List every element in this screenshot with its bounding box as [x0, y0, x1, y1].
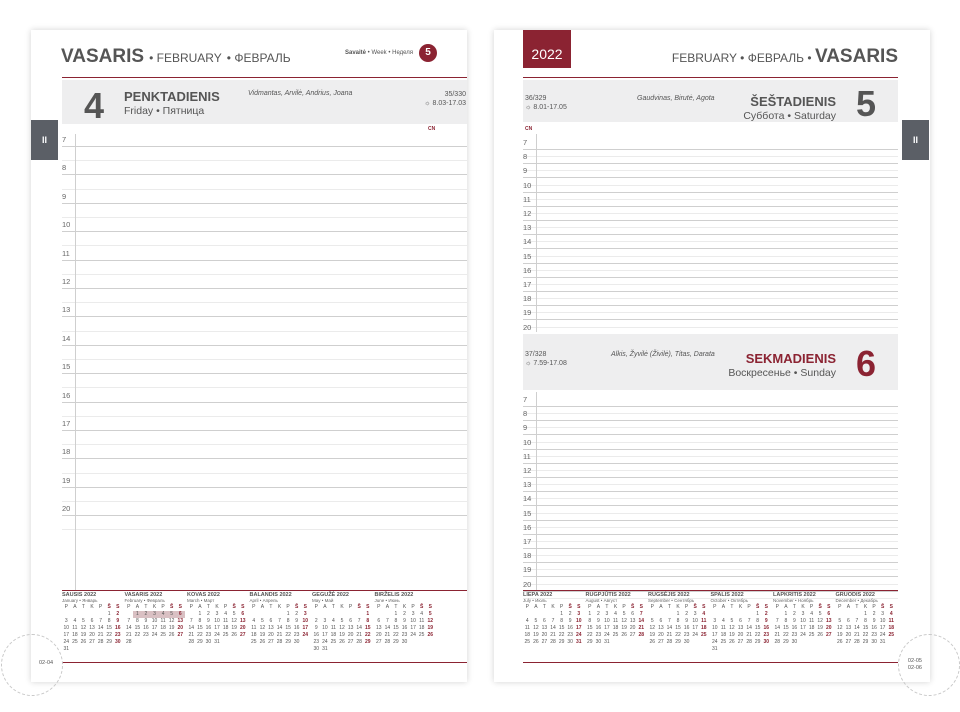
mini-calendar-week: 12 13 14 15 16 17 18 [837, 625, 895, 631]
half-hour-line [523, 541, 898, 542]
mini-calendar-week: 17 18 19 20 21 22 23 [63, 632, 121, 638]
moon-phase-label: CN [428, 126, 436, 132]
half-hour-line [523, 298, 898, 299]
left-month-header: VASARIS • FEBRUARY • ФЕВРАЛЬ [61, 46, 291, 67]
hour-label: 7 [523, 138, 528, 147]
header-rule [523, 77, 898, 78]
hour-label: 14 [523, 237, 532, 247]
name-days: Alkis, Žyvilė (Živilė), Titas, Darata [611, 351, 715, 358]
hour-label: 16 [62, 390, 71, 400]
calendar-bottom-rule [523, 662, 898, 663]
mini-calendar-week: 13 14 15 16 17 18 19 [376, 625, 434, 631]
half-hour-line [523, 170, 898, 171]
mini-calendar-week: 6 7 8 9 10 11 12 [377, 618, 434, 624]
mini-calendar [648, 592, 708, 646]
mini-calendar-week: 1 2 3 4 5 6 7 [588, 611, 643, 617]
hour-label: 13 [523, 480, 532, 490]
hour-label: 20 [523, 579, 532, 589]
mini-calendar-subtitle: February • Февраль [124, 598, 165, 603]
mini-calendar-weekdays: P A T K P Š S [650, 604, 706, 610]
mini-calendar-weekdays: P A T K P Š S [64, 604, 120, 610]
hour-line[interactable] [523, 505, 898, 506]
mini-calendar-week: 15 16 17 18 19 20 21 [587, 625, 645, 631]
month-tab-right[interactable]: II [902, 120, 929, 160]
mini-calendar-week: 17 18 19 20 21 22 23 [712, 632, 770, 638]
mini-calendar-week: 14 15 16 17 18 19 20 [774, 625, 832, 631]
moon-phase-label: CN [525, 126, 533, 132]
month-lt: VASARIS [814, 46, 898, 67]
mini-calendar [312, 592, 372, 653]
mini-calendar [836, 592, 896, 646]
hour-line[interactable] [523, 248, 898, 249]
half-hour-line [523, 470, 898, 471]
hour-line[interactable] [62, 373, 467, 374]
mini-calendar [586, 592, 646, 646]
calendar-bottom-rule [62, 662, 467, 663]
sun-icon: ☼ [525, 360, 532, 367]
hour-line[interactable] [523, 305, 898, 306]
mini-calendar-week: 21 22 23 24 25 26 27 [188, 632, 246, 638]
mini-calendar-week: 24 25 26 27 28 29 30 [712, 639, 770, 645]
mini-calendar [187, 592, 247, 646]
page-corner-curl [1, 634, 63, 696]
half-hour-line [523, 185, 898, 186]
hour-label: 12 [523, 209, 532, 218]
hour-label: 11 [523, 194, 531, 204]
hour-line[interactable] [523, 449, 898, 450]
mini-calendar-week: 14 15 16 17 18 19 20 [188, 625, 246, 631]
hour-line[interactable] [62, 458, 467, 459]
mini-calendar-week: 16 17 18 19 20 21 22 [313, 632, 371, 638]
mini-calendar-title: BALANDIS 2022 [249, 592, 292, 598]
mini-calendar-week: 1 2 3 4 5 6 [125, 611, 185, 618]
mini-calendar-week: 30 31 [313, 646, 328, 652]
day-subtitle: Friday • Пятница [124, 105, 205, 117]
mini-calendar-weekdays: P A T K P Š S [377, 604, 432, 610]
half-hour-line [62, 501, 467, 502]
mini-calendar-weekdays: P A T K P Š S [525, 604, 581, 610]
mini-calendar-week: 20 21 22 23 24 25 26 [376, 632, 434, 638]
half-hour-line [523, 456, 898, 457]
hour-line[interactable] [523, 477, 898, 478]
hour-label: 12 [62, 277, 71, 286]
hour-line[interactable] [62, 203, 467, 204]
mini-calendar-week: 29 30 31 [587, 639, 610, 645]
mini-calendar-week: 7 8 9 10 11 12 13 [189, 618, 246, 624]
mini-calendar [375, 592, 435, 646]
half-hour-line [62, 274, 467, 275]
half-hour-line [523, 442, 898, 443]
day-number: 4 [84, 85, 105, 126]
hour-label: 11 [62, 248, 70, 258]
day-name: ŠEŠTADIENIS [750, 94, 836, 109]
hour-line[interactable] [62, 345, 467, 346]
hour-line[interactable] [523, 576, 898, 577]
mini-calendar-week: 11 12 13 14 15 16 17 [524, 625, 582, 631]
hour-line[interactable] [62, 430, 467, 431]
day-of-year: 37/328 [525, 351, 547, 358]
mini-calendar-subtitle: December • Декабрь [835, 598, 878, 603]
mini-calendar-week: 25 26 27 28 29 30 [251, 639, 300, 645]
half-hour-line [523, 427, 898, 428]
week-number-badge: 5 [419, 44, 437, 62]
hour-line[interactable] [523, 319, 898, 320]
mini-calendar-subtitle: March • Март [187, 598, 215, 603]
mini-calendar-subtitle: January • Январь [62, 598, 98, 603]
day-stats [398, 90, 466, 108]
right-page [494, 30, 930, 682]
mini-calendar [250, 592, 310, 646]
hour-line[interactable] [62, 316, 467, 317]
mini-calendar [523, 592, 583, 646]
hour-label: 20 [523, 322, 532, 332]
hour-line[interactable] [523, 463, 898, 464]
half-hour-line [523, 569, 898, 570]
month-tab-left[interactable]: II [31, 120, 58, 160]
mini-calendar-week: 31 [712, 646, 718, 652]
half-hour-line [62, 331, 467, 332]
hour-label: 10 [62, 220, 71, 230]
sunday-day-box [523, 334, 898, 390]
half-hour-line [523, 227, 898, 228]
mini-calendar-week: 1 2 3 4 [676, 611, 706, 617]
day-number: 6 [855, 343, 876, 384]
hour-line[interactable] [523, 548, 898, 549]
half-hour-line [523, 284, 898, 285]
mini-calendar-weekdays: P A T K P Š S [775, 604, 831, 610]
calendar-top-rule [523, 590, 898, 591]
hour-line[interactable] [523, 263, 898, 264]
right-month-header: FEBRUARY • ФЕВРАЛЬ • VASARIS [671, 46, 898, 67]
hour-label: 18 [62, 447, 71, 457]
hour-label: 15 [62, 362, 71, 372]
mini-calendar-subtitle: July • Июль [523, 598, 547, 603]
hour-label: 10 [523, 180, 532, 190]
sun-times: ☼ 7.59-17.08 [525, 360, 567, 367]
saturday-day-box [523, 80, 898, 122]
hour-label: 17 [523, 537, 532, 546]
hour-label: 8 [523, 409, 528, 419]
hour-line[interactable] [523, 491, 898, 492]
mini-calendar-week: 21 22 23 24 25 26 27 [774, 632, 832, 638]
hour-label: 14 [523, 494, 532, 504]
mini-calendar-week: 5 6 7 8 9 10 11 [650, 618, 707, 624]
hour-label: 16 [523, 522, 532, 532]
mini-calendar-title: VASARIS 2022 [124, 592, 163, 598]
mini-calendar-week: 23 24 25 26 27 28 29 [313, 639, 371, 645]
mini-calendar [125, 592, 185, 646]
mini-calendar-week: 8 9 10 11 12 13 14 [588, 618, 645, 624]
hour-line[interactable] [523, 562, 898, 563]
calendar-top-rule [62, 590, 467, 591]
hour-label: 7 [62, 135, 67, 144]
mini-calendar-week: 2 3 4 5 6 7 8 [314, 618, 370, 624]
hour-label: 10 [523, 437, 532, 447]
hour-label: 7 [523, 395, 528, 404]
mini-calendar-subtitle: October • Октябрь [710, 598, 749, 603]
time-column-rule [536, 392, 537, 590]
mini-calendar-subtitle: September • Сентябрь [648, 598, 695, 603]
mini-calendar-title: SPALIS 2022 [710, 592, 744, 598]
half-hour-line [523, 199, 898, 200]
page-numbers: 02-05 02-06 [907, 658, 922, 671]
mini-calendar-subtitle: August • Август [585, 598, 618, 603]
mini-calendar-week: 1 2 3 4 5 [394, 611, 432, 617]
half-hour-line [62, 473, 467, 474]
mini-calendar-week: 31 [63, 646, 70, 652]
day-name: PENKTADIENIS [124, 89, 220, 104]
left-page [31, 30, 467, 682]
page-number: 02-04 [39, 660, 54, 666]
mini-calendar-subtitle: May • Май [312, 598, 334, 603]
mini-calendar-subtitle: November • Ноябрь [773, 598, 814, 603]
mini-calendar-week: 11 12 13 14 15 16 17 [251, 625, 309, 631]
mini-calendar-title: KOVAS 2022 [187, 592, 220, 598]
hour-label: 9 [62, 191, 67, 201]
hour-line[interactable] [523, 234, 898, 235]
mini-calendar-week: 21 22 23 24 25 26 27 [126, 632, 184, 638]
year-tab: 2022 [523, 30, 571, 68]
half-hour-line [523, 498, 898, 499]
hour-line[interactable] [62, 260, 467, 261]
mini-calendar-week: 3 4 5 6 7 8 9 [64, 618, 120, 624]
month-lt: VASARIS [61, 46, 145, 67]
hour-line[interactable] [523, 220, 898, 221]
mini-calendar-week: 22 23 24 25 26 27 28 [587, 632, 645, 638]
mini-calendar-weekdays: P A T K P Š S [252, 604, 307, 610]
mini-calendar-week: 1 [366, 611, 370, 617]
week-label: Savaitė • Week • Неделя [345, 50, 414, 56]
day-name: SEKMADIENIS [745, 351, 836, 366]
mini-calendar-week: 28 [126, 639, 132, 645]
half-hour-line [62, 387, 467, 388]
hour-line[interactable] [62, 146, 467, 147]
half-hour-line [62, 217, 467, 218]
mini-calendar [711, 592, 771, 653]
half-hour-line [523, 413, 898, 414]
half-hour-line [523, 256, 898, 257]
mini-calendar-week: 18 19 20 21 22 23 24 [251, 632, 309, 638]
mini-calendar-title: RUGPJŪTIS 2022 [585, 592, 631, 598]
page-corner-curl [898, 634, 960, 696]
time-column-rule [75, 134, 76, 590]
half-hour-line [523, 527, 898, 528]
month-en: FEBRUARY [671, 51, 737, 65]
month-en: FEBRUARY [156, 51, 222, 65]
half-hour-line [523, 213, 898, 214]
day-subtitle: Суббота • Saturday [743, 110, 836, 122]
hour-line[interactable] [523, 406, 898, 407]
hour-label: 18 [523, 551, 532, 561]
mini-calendar-title: BIRŽELIS 2022 [374, 592, 414, 598]
mini-calendar-week: 3 4 5 6 7 8 9 [713, 618, 768, 624]
hour-label: 18 [523, 294, 532, 304]
mini-calendar-week: 25 26 27 28 29 30 31 [524, 639, 582, 645]
hour-label: 19 [523, 565, 532, 575]
hour-line[interactable] [62, 515, 467, 516]
hour-line[interactable] [62, 487, 467, 488]
mini-calendar-week: 19 20 21 22 23 24 25 [649, 632, 707, 638]
hour-label: 13 [523, 223, 532, 233]
mini-calendar-title: GEGUŽĖ 2022 [312, 592, 349, 598]
name-days: Vidmantas, Arvilė, Andrius, Joana [248, 90, 353, 97]
hour-line[interactable] [523, 277, 898, 278]
mini-calendar-week: 1 2 3 4 5 6 [198, 611, 245, 617]
time-column-rule [536, 134, 537, 332]
mini-calendar-week: 1 2 [756, 611, 768, 617]
mini-calendar-weekdays: P A T K P Š S [588, 604, 643, 610]
mini-calendar-week: 10 11 12 13 14 15 16 [712, 625, 770, 631]
mini-calendar-week: 1 2 [107, 611, 120, 617]
mini-calendar-week: 1 2 3 [560, 611, 581, 617]
hour-label: 8 [523, 152, 528, 162]
hour-line[interactable] [523, 534, 898, 535]
mini-calendar [773, 592, 833, 646]
half-hour-line [523, 555, 898, 556]
hour-label: 15 [523, 251, 532, 261]
half-hour-line [62, 359, 467, 360]
mini-calendar-week: 26 27 28 29 30 [649, 639, 690, 645]
hour-label: 13 [62, 305, 71, 315]
half-hour-line [62, 245, 467, 246]
month-ru: ФЕВРАЛЬ [234, 51, 291, 65]
half-hour-line [523, 513, 898, 514]
mini-calendar-weekdays: P A T K P Š S [189, 604, 245, 610]
month-ru: ФЕВРАЛЬ [747, 51, 805, 65]
hour-label: 12 [523, 466, 532, 475]
hour-line[interactable] [523, 206, 898, 207]
sun-icon: ☼ [525, 104, 532, 111]
half-hour-line [523, 270, 898, 271]
half-hour-line [523, 241, 898, 242]
name-days: Gaudvinas, Birutė, Agota [637, 95, 715, 102]
mini-calendar-week: 19 20 21 22 23 24 25 [837, 632, 895, 638]
mini-calendar-week: 12 13 14 15 16 17 18 [649, 625, 707, 631]
hour-label: 20 [62, 504, 71, 514]
mini-calendar-subtitle: June • Июнь [374, 598, 400, 603]
hour-line[interactable] [62, 288, 467, 289]
day-subtitle: Воскресенье • Sunday [728, 367, 836, 379]
mini-calendar-week: 28 29 30 31 [188, 639, 220, 645]
mini-calendar-subtitle: April • Апрель [249, 598, 278, 603]
mini-calendar-week: 9 10 11 12 13 14 15 [314, 625, 371, 631]
mini-calendar-week: 26 27 28 29 30 31 [837, 639, 886, 645]
hour-label: 8 [62, 163, 67, 173]
half-hour-line [523, 484, 898, 485]
mini-calendar-weekdays: P A T K P Š S [838, 604, 893, 610]
hour-label: 9 [523, 423, 528, 433]
hour-line[interactable] [523, 163, 898, 164]
header-rule [62, 77, 467, 78]
mini-calendar-week: 7 8 9 10 11 12 13 [775, 618, 832, 624]
sun-icon: ☼ [424, 100, 431, 107]
hour-line[interactable] [62, 402, 467, 403]
day-of-year: 35/330 [444, 91, 466, 98]
half-hour-line [523, 584, 898, 585]
mini-calendar-week: 14 15 16 17 18 19 20 [126, 625, 184, 631]
hour-label: 9 [523, 166, 528, 176]
hour-label: 17 [62, 419, 71, 428]
half-hour-line [62, 444, 467, 445]
day-number: 5 [855, 83, 876, 124]
hour-label: 14 [62, 333, 71, 343]
hour-line[interactable] [523, 177, 898, 178]
mini-calendar-week: 10 11 12 13 14 15 16 [63, 625, 121, 631]
mini-calendar [62, 592, 122, 653]
half-hour-line [523, 156, 898, 157]
hour-line[interactable] [62, 174, 467, 175]
day-stats [525, 350, 567, 368]
mini-calendar-title: SAUSIS 2022 [62, 592, 97, 598]
hour-line[interactable] [523, 192, 898, 193]
hour-line[interactable] [523, 291, 898, 292]
sun-times: ☼ 8.03-17.03 [424, 100, 466, 107]
hour-label: 17 [523, 280, 532, 289]
hour-label: 19 [62, 475, 71, 485]
mini-calendar-title: GRUODIS 2022 [835, 592, 875, 598]
mini-calendar-week: 27 28 29 30 [376, 639, 408, 645]
mini-calendar-week: 5 6 7 8 9 10 11 [838, 618, 894, 624]
hour-line[interactable] [523, 520, 898, 521]
hour-label: 11 [523, 451, 531, 461]
half-hour-line [62, 529, 467, 530]
mini-calendar-week: 4 5 6 7 8 9 10 [525, 618, 582, 624]
hour-line[interactable] [523, 149, 898, 150]
half-hour-line [523, 327, 898, 328]
mini-calendar-week: 28 29 30 [774, 639, 798, 645]
mini-calendar-week: 1 2 3 4 [864, 611, 893, 617]
mini-calendar-weekdays: P A T K P Š S [127, 604, 182, 610]
half-hour-line [62, 416, 467, 417]
hour-line[interactable] [523, 434, 898, 435]
half-hour-line [523, 312, 898, 313]
hour-label: 16 [523, 265, 532, 275]
mini-calendar-week: 1 2 3 4 5 6 [784, 611, 831, 617]
half-hour-line [62, 302, 467, 303]
mini-calendar-title: RUGSĖJIS 2022 [648, 592, 690, 598]
half-hour-line [62, 160, 467, 161]
day-of-year: 36/329 [525, 95, 547, 102]
hour-label: 15 [523, 508, 532, 518]
mini-calendar-week: 24 25 26 27 28 29 30 [63, 639, 121, 645]
mini-calendar-week: 18 19 20 21 22 23 24 [524, 632, 582, 638]
sun-times: ☼ 8.01-17.05 [525, 104, 567, 111]
day-stats [525, 94, 567, 112]
mini-calendar-week: 7 8 9 10 11 12 13 [127, 618, 184, 624]
mini-calendar-week: 1 2 3 [286, 611, 307, 617]
hour-line[interactable] [62, 231, 467, 232]
mini-calendar-weekdays: P A T K P Š S [713, 604, 768, 610]
hour-label: 19 [523, 308, 532, 318]
half-hour-line [62, 189, 467, 190]
hour-line[interactable] [523, 420, 898, 421]
mini-calendar-title: LAPKRITIS 2022 [773, 592, 816, 598]
mini-calendar-title: LIEPA 2022 [523, 592, 553, 598]
friday-day-box [62, 80, 467, 124]
mini-calendar-week: 4 5 6 7 8 9 10 [252, 618, 309, 624]
mini-calendar-weekdays: P A T K P Š S [314, 604, 370, 610]
